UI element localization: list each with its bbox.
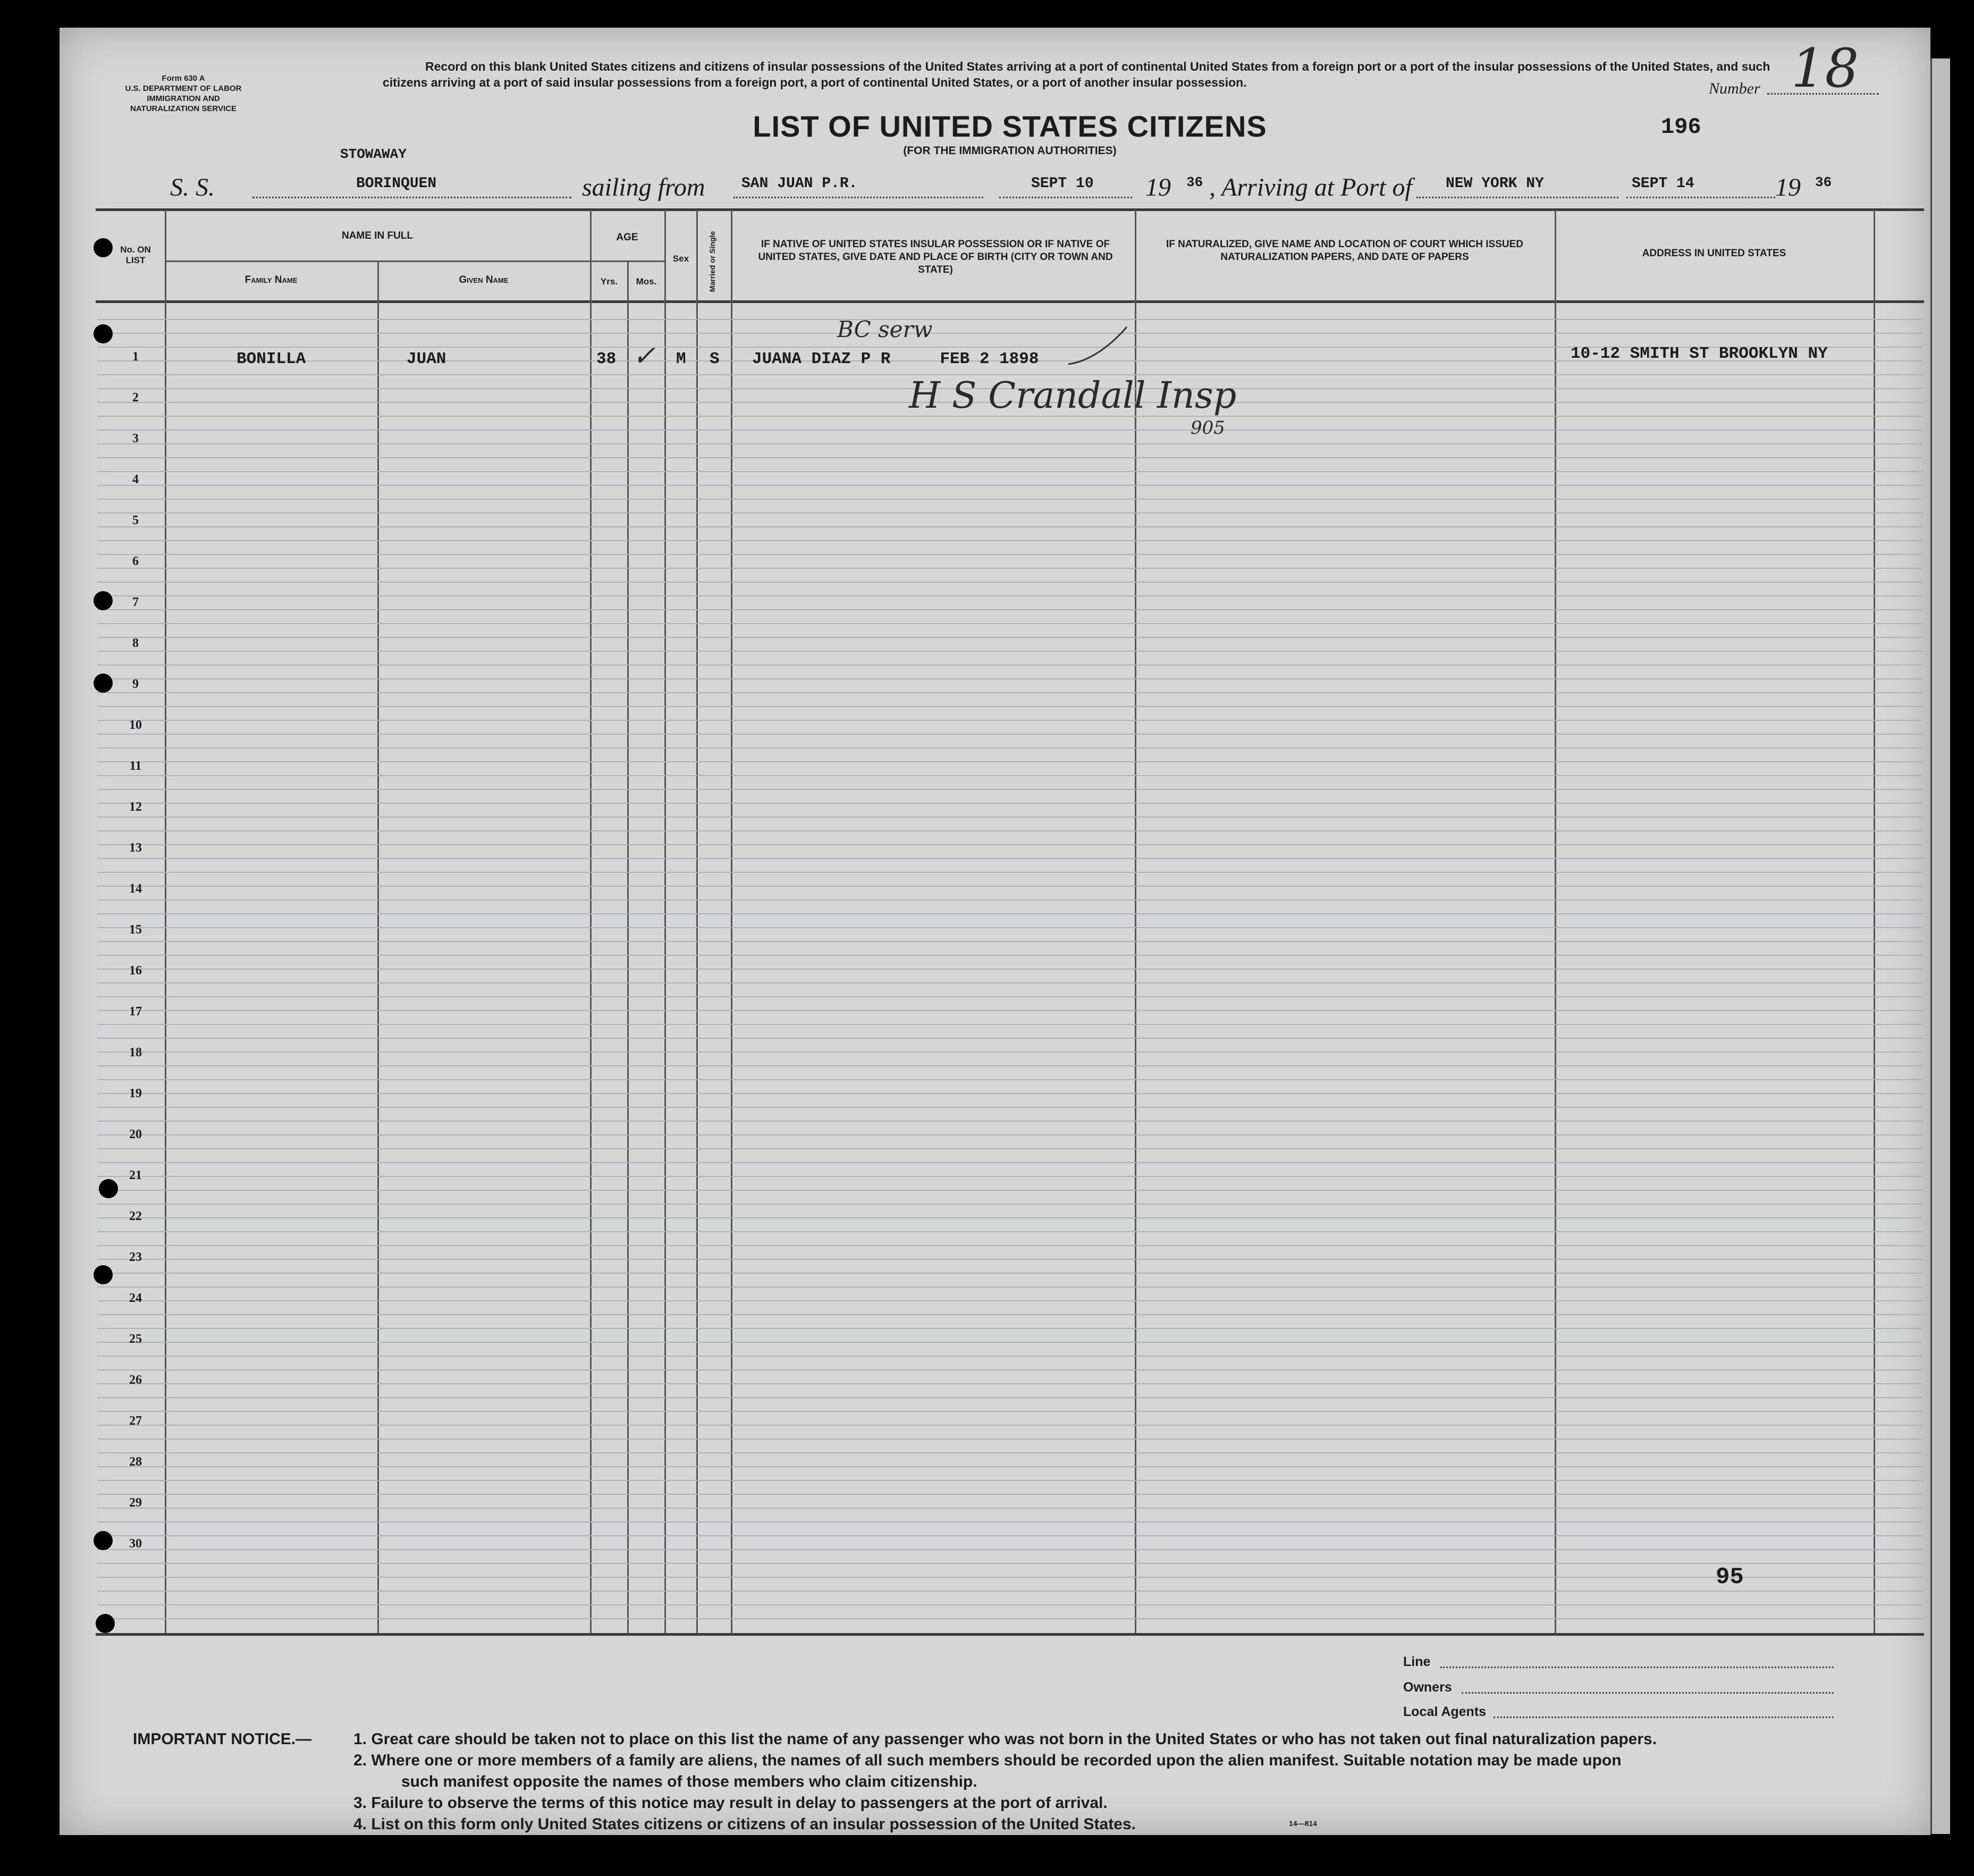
- notice-item-2-cont: such manifest opposite the names of those members who claim citizenship.: [401, 1773, 977, 1790]
- line-underline: [1440, 1667, 1834, 1668]
- ruled-line: [97, 443, 1923, 444]
- row-number: 7: [132, 595, 139, 609]
- arrival-date: SEPT 14: [1632, 175, 1694, 192]
- ruled-line: [97, 1162, 1923, 1163]
- ruled-line: [97, 1204, 1923, 1205]
- stamp-196: 196: [1661, 114, 1701, 140]
- ruled-line: [97, 1190, 1923, 1191]
- binder-hole: [94, 591, 113, 610]
- local-agents-label: Local Agents: [1403, 1704, 1487, 1719]
- binder-hole: [94, 1265, 113, 1284]
- row-number: 17: [129, 1005, 142, 1019]
- form-service: IMMIGRATION AND NATURALIZATION SERVICE: [130, 94, 237, 113]
- row-number: 18: [129, 1046, 142, 1059]
- ruled-line: [97, 319, 1923, 320]
- line-label: Line: [1403, 1654, 1431, 1669]
- ruled-line: [97, 1383, 1923, 1384]
- ruled-line: [97, 720, 1923, 721]
- row-number: 13: [129, 841, 142, 855]
- cell-address: 10-12 SMITH ST BROOKLYN NY: [1571, 344, 1828, 363]
- ruled-line: [97, 1065, 1923, 1066]
- year-prefix-1: 19: [1145, 173, 1171, 201]
- year-suffix-1: 36: [1186, 174, 1203, 190]
- ruled-line: [97, 1591, 1923, 1592]
- ruled-line: [97, 1259, 1923, 1260]
- from-port-underline: [733, 197, 983, 198]
- ruled-line: [97, 886, 1923, 887]
- from-port: SAN JUAN P.R.: [741, 175, 858, 192]
- row-number: 6: [132, 554, 139, 568]
- row-number: 26: [129, 1373, 142, 1387]
- ruled-line: [97, 1024, 1923, 1025]
- cell-age-yrs: 38: [596, 350, 617, 368]
- ruled-line: [97, 651, 1923, 652]
- col-divider-address: [1874, 210, 1875, 1634]
- sail-date-underline: [999, 197, 1132, 198]
- row-number: 1: [132, 350, 139, 364]
- row-number: 21: [129, 1168, 142, 1182]
- ruled-line: [97, 872, 1923, 873]
- ruled-line: [97, 1438, 1923, 1440]
- header-sex: Sex: [672, 254, 689, 264]
- handwritten-birth-note: BC serw: [837, 316, 933, 342]
- ruled-line: [97, 1425, 1923, 1426]
- cell-family-name: BONILLA: [237, 350, 306, 368]
- ruled-line: [97, 1618, 1923, 1619]
- ruled-line: [97, 1121, 1923, 1122]
- header-native: IF NATIVE OF UNITED STATES INSULAR POSSESSION OR IF NATIVE OF UNITED STATES, GIVE DATE AND PLACE OF BIRTH (CITY OR TOWN AND STATE): [758, 239, 1113, 275]
- ruled-line: [97, 1452, 1923, 1453]
- notice-item-3: 3. Failure to observe the terms of this notice may result in delay to passengers at the port of arrival.: [353, 1794, 1108, 1812]
- ruled-line: [97, 1300, 1923, 1301]
- header-age: AGE: [616, 232, 638, 243]
- instructions-text: Record on this blank United States citizens and citizens of insular possessions of the United States arriving at a port of continental United States from a foreign port or a port of the insular possessions of the United States, and such citizens arriving at a port of said insular possessions from a foreign port, a port of continental United States, or a port of another insular possession.: [383, 60, 1770, 89]
- row-number: 14: [129, 882, 142, 896]
- table-top-border: [96, 208, 1924, 211]
- row-number: 12: [129, 800, 142, 814]
- ruled-line: [97, 1411, 1923, 1412]
- arrival-port: NEW YORK NY: [1446, 175, 1544, 192]
- header-name-in-full: NAME IN FULL: [341, 230, 414, 241]
- ruled-line: [97, 1397, 1923, 1398]
- header-yrs: Yrs.: [600, 276, 618, 287]
- header-married-single: Married or Single: [708, 231, 716, 292]
- ruled-line: [97, 899, 1923, 901]
- row-number: 4: [132, 473, 139, 486]
- ruled-line: [97, 1466, 1923, 1467]
- ruled-line: [97, 1245, 1923, 1246]
- ruled-line: [97, 1535, 1923, 1536]
- handwritten-inspector: H S Crandall Insp: [909, 375, 1237, 417]
- col-divider-native: [1135, 210, 1136, 1634]
- ruled-line: [97, 1328, 1923, 1329]
- ruled-line: [97, 471, 1923, 472]
- ruled-line: [97, 1494, 1923, 1495]
- notice-item-4: 4. List on this form only United States citizens or citizens of an insular possession of the United States.: [353, 1815, 1136, 1833]
- col-divider-age: [664, 210, 666, 1634]
- row-number: 3: [132, 432, 139, 445]
- ruled-line: [97, 1038, 1923, 1039]
- header-mos: Mos.: [636, 276, 657, 287]
- row-number: 10: [129, 718, 142, 732]
- header-family-name: Family Name: [244, 274, 298, 285]
- ruled-line: [97, 803, 1923, 804]
- ruled-line: [97, 457, 1923, 458]
- ruled-line: [97, 485, 1923, 486]
- ruled-line: [97, 747, 1923, 748]
- ruled-line: [97, 1604, 1923, 1605]
- handwritten-inspector-number: 905: [1191, 417, 1225, 439]
- number-label: Number: [1709, 80, 1760, 97]
- sail-date: SEPT 10: [1031, 175, 1094, 192]
- row-number: 23: [129, 1250, 142, 1264]
- row-number: 8: [132, 636, 139, 650]
- col-divider-family: [377, 260, 379, 1634]
- ruled-line: [97, 1369, 1923, 1370]
- ruled-line: [97, 1314, 1923, 1315]
- ruled-line: [97, 1563, 1923, 1564]
- page-subtitle: (FOR THE IMMIGRATION AUTHORITIES): [903, 145, 1117, 157]
- col-divider-sex: [696, 210, 698, 1634]
- ruled-line: [97, 664, 1923, 666]
- header-given-name: Given Name: [459, 274, 509, 285]
- ruled-line: [97, 1134, 1923, 1135]
- notice-item-2: 2. Where one or more members of a family are aliens, the names of all such members should be recorded upon the alien manifest. Suitable notation may be made upon: [353, 1752, 1622, 1769]
- ruled-line: [97, 1079, 1923, 1080]
- ruled-line: [97, 927, 1923, 928]
- page-title: LIST OF UNITED STATES CITIZENS: [753, 110, 1267, 143]
- form-id-block: [104, 73, 263, 114]
- year-suffix-2: 36: [1815, 174, 1832, 190]
- ruled-line: [97, 1356, 1923, 1357]
- notice-heading: IMPORTANT NOTICE.—: [133, 1730, 312, 1748]
- ruled-line: [97, 858, 1923, 859]
- arrival-date-underline: [1626, 197, 1775, 198]
- ruled-line: [97, 609, 1923, 610]
- ruled-line: [97, 844, 1923, 845]
- ruled-line: [97, 568, 1923, 569]
- ruled-line: [97, 1342, 1923, 1343]
- agents-underline: [1494, 1717, 1834, 1718]
- ruled-line: [97, 582, 1923, 583]
- year-prefix-2: 19: [1775, 173, 1801, 201]
- arrival-port-underline: [1416, 197, 1618, 198]
- header-no-on-list: No. ON LIST: [120, 245, 151, 265]
- ship-name: BORINQUEN: [356, 175, 437, 192]
- strike-line: [1068, 319, 1132, 377]
- header-address: ADDRESS IN UNITED STATES: [1642, 248, 1786, 259]
- row-number: 30: [129, 1537, 142, 1551]
- ruled-line: [97, 789, 1923, 790]
- ruled-line: [97, 817, 1923, 818]
- ruled-line: [97, 1508, 1923, 1509]
- ruled-line: [97, 1010, 1923, 1011]
- sailing-label: sailing from: [582, 173, 705, 201]
- binder-hole: [94, 674, 113, 693]
- ruled-line: [97, 969, 1923, 970]
- cell-age-mos: ✓: [632, 340, 656, 372]
- row-number: 22: [129, 1209, 142, 1223]
- number-value: 18: [1791, 37, 1859, 99]
- table-bottom-border: [96, 1633, 1924, 1636]
- binder-hole: [94, 1531, 113, 1550]
- ruled-line: [97, 554, 1923, 555]
- header-naturalized: IF NATURALIZED, GIVE NAME AND LOCATION OF COURT WHICH ISSUED NATURALIZATION PAPERS, AND DATE OF PAPERS: [1166, 239, 1523, 263]
- notice-item-1: 1. Great care should be taken not to place on this list the name of any passenger who was not born in the United States or who has not taken out final naturalization papers.: [353, 1730, 1657, 1748]
- table-header-border: [96, 300, 1924, 303]
- notice-footer-code: 14—814: [1289, 1819, 1317, 1828]
- ruled-line: [97, 637, 1923, 638]
- ruled-line: [97, 996, 1923, 997]
- ruled-line: [97, 955, 1923, 956]
- cell-marital-status: S: [710, 350, 720, 368]
- cell-sex: M: [676, 350, 686, 368]
- ruled-line: [97, 430, 1923, 431]
- ruled-line: [97, 540, 1923, 541]
- ruled-line: [97, 1231, 1923, 1232]
- row-number: 9: [132, 677, 139, 691]
- ruled-line: [97, 1176, 1923, 1177]
- ruled-line: [97, 499, 1923, 500]
- ruled-line: [97, 775, 1923, 776]
- row-number: 27: [129, 1414, 142, 1428]
- owners-underline: [1462, 1692, 1834, 1694]
- ruled-line: [97, 1480, 1923, 1481]
- ruled-line: [97, 913, 1923, 914]
- ruled-line: [97, 1549, 1923, 1550]
- ship-underline: [252, 197, 571, 198]
- ruled-line: [97, 734, 1923, 735]
- row-number: 20: [129, 1128, 142, 1141]
- ruled-line: [97, 333, 1923, 334]
- ruled-line: [97, 761, 1923, 762]
- ruled-line: [97, 623, 1923, 624]
- cell-given-name: JUAN: [407, 350, 446, 368]
- ruled-line: [97, 1521, 1923, 1522]
- ruled-line: [97, 1286, 1923, 1288]
- ruled-line: [97, 1148, 1923, 1149]
- binder-hole: [96, 1614, 115, 1633]
- form-dept: U.S. DEPARTMENT OF LABOR: [125, 84, 242, 93]
- cell-birth: JUANA DIAZ P R FEB 2 1898: [752, 350, 1039, 368]
- ruled-line: [97, 1051, 1923, 1053]
- binder-hole: [94, 238, 113, 257]
- col-divider-naturalized: [1555, 210, 1556, 1634]
- page-stamp: 95: [1716, 1564, 1744, 1591]
- row-number: 11: [129, 759, 142, 773]
- col-divider-name: [590, 210, 592, 1634]
- row-number: 5: [132, 514, 139, 527]
- ss-label: S. S.: [170, 173, 215, 201]
- ruled-line: [97, 595, 1923, 596]
- binder-hole: [94, 324, 113, 343]
- col-divider-no: [165, 210, 166, 1634]
- form-number: Form 630 A: [162, 74, 205, 83]
- page-edge: [1930, 58, 1950, 1834]
- row-number: 19: [129, 1087, 142, 1100]
- ruled-line: [97, 1093, 1923, 1094]
- ruled-line: [97, 526, 1923, 527]
- ruled-line: [97, 982, 1923, 983]
- ruled-line: [97, 1273, 1923, 1274]
- stowaway-note: STOWAWAY: [340, 146, 407, 162]
- row-number: 16: [129, 964, 142, 978]
- owners-label: Owners: [1403, 1680, 1452, 1695]
- ruled-line: [97, 941, 1923, 942]
- row-number: 29: [129, 1496, 142, 1510]
- ruled-line: [97, 1107, 1923, 1108]
- row-number: 15: [129, 923, 142, 937]
- ruled-line: [97, 1217, 1923, 1218]
- form-page: [60, 28, 1930, 1835]
- col-divider-ms: [731, 210, 732, 1634]
- ruled-line: [97, 512, 1923, 514]
- row-number: 28: [129, 1455, 142, 1469]
- row-number: 2: [132, 391, 139, 405]
- ruled-line: [97, 830, 1923, 831]
- ruled-line: [97, 1577, 1923, 1578]
- ruled-line: [97, 678, 1923, 679]
- row-number: 25: [129, 1332, 142, 1346]
- arriving-label: , Arriving at Port of: [1209, 173, 1412, 201]
- col-divider-yrs: [627, 260, 629, 1634]
- ruled-line: [97, 692, 1923, 693]
- ruled-line: [97, 706, 1923, 707]
- row-number: 24: [129, 1291, 142, 1305]
- binder-hole: [99, 1179, 118, 1198]
